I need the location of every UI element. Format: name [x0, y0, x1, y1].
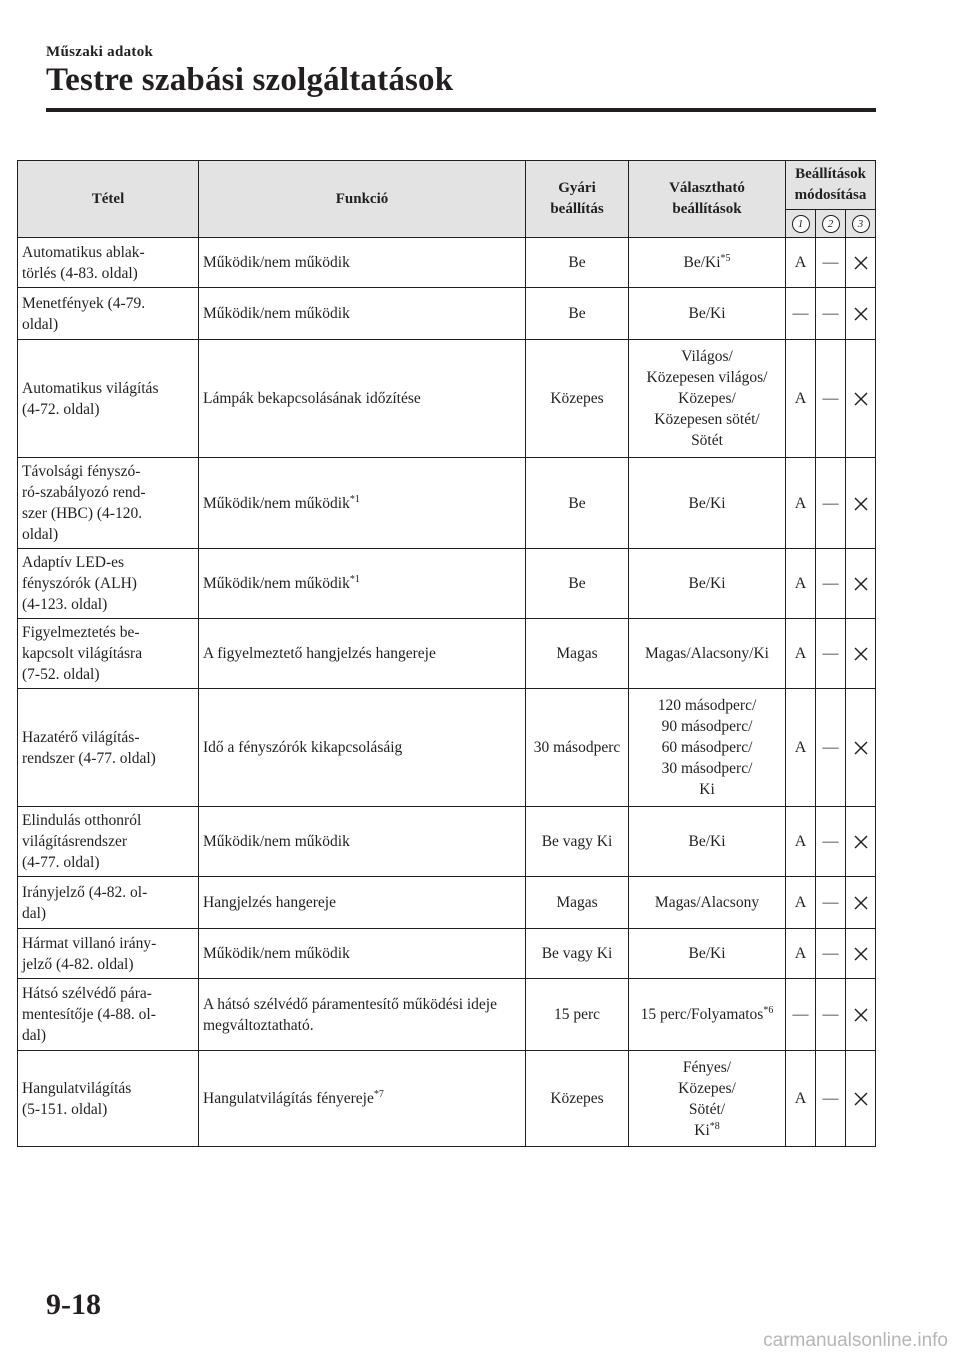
cell-selectable-settings-line: Közepesen sötét/: [654, 411, 760, 428]
footnote-marker: *7: [373, 1088, 384, 1100]
cell-item-line: Hangulatvilágítás: [22, 1079, 132, 1097]
cell-method-3: [846, 238, 876, 288]
cell-method-2: [816, 877, 846, 929]
cell-item: [18, 979, 199, 1051]
cell-selectable-settings-line: Világos/: [681, 348, 733, 365]
cell-factory-setting: [526, 929, 629, 979]
not-applicable-dash: —: [822, 739, 839, 756]
not-applicable-dash: —: [822, 645, 839, 662]
cell-factory-setting-line: Be: [568, 254, 586, 271]
table-body: [18, 238, 876, 1147]
cell-selectable-settings-line: 60 másodperc/: [661, 739, 753, 756]
cell-factory-setting-line: Be: [568, 305, 586, 322]
cell-item: [18, 238, 199, 288]
cell-factory-setting-line: Be: [568, 575, 586, 592]
method-available-mark: A: [794, 645, 807, 662]
cell-selectable-settings-line: 120 másodperc/: [657, 697, 757, 714]
not-available-x-icon: [853, 1091, 869, 1107]
circled-number-1-icon: 1: [792, 215, 810, 233]
not-applicable-dash: —: [822, 575, 839, 592]
cell-item-line: mentesítője (4-88. ol-: [22, 1006, 156, 1023]
cell-item-line: kapcsolt világításra: [22, 645, 143, 662]
cell-item: [18, 340, 199, 458]
not-available-x-icon: [853, 576, 869, 592]
cell-item-line: oldal): [22, 526, 59, 543]
header-item: Tétel: [18, 161, 199, 238]
cell-method-1: [786, 238, 816, 288]
cell-factory-setting-line: Be: [568, 494, 586, 512]
table-row: [18, 1051, 876, 1147]
method-available-mark: A: [794, 254, 807, 271]
cell-method-2: [816, 1051, 846, 1147]
cell-selectable-settings: [629, 238, 786, 288]
cell-function-line: Lámpák bekapcsolásának időzítése: [203, 390, 421, 407]
not-applicable-dash: —: [822, 254, 839, 271]
cell-item-line: Elindulás otthonról: [22, 812, 142, 829]
cell-item-line: Távolsági fényszó-: [22, 463, 141, 480]
cell-function: [199, 1051, 526, 1147]
page-title: Testre szabási szolgáltatások: [46, 62, 454, 98]
cell-function-line: Működik/nem működik$^{*1}$: [203, 573, 360, 592]
cell-method-2: [816, 689, 846, 807]
cell-factory-setting: [526, 340, 629, 458]
cell-method-3: [846, 807, 876, 877]
cell-factory-setting-line: 30 másodperc: [533, 739, 621, 756]
cell-function: [199, 929, 526, 979]
not-available-x-icon: [853, 740, 869, 756]
method-available-mark: A: [794, 390, 807, 407]
cell-item: [18, 288, 199, 340]
cell-factory-setting: [526, 238, 629, 288]
header-method-3: [846, 210, 876, 238]
cell-factory-setting-line: Be vagy Ki: [541, 945, 613, 962]
cell-function: [199, 458, 526, 549]
cell-item-line: törlés (4-83. oldal): [22, 264, 138, 282]
cell-method-1: [786, 807, 816, 877]
cell-method-1: [786, 929, 816, 979]
not-available-x-icon: [853, 946, 869, 962]
cell-item: [18, 458, 199, 549]
cell-selectable-settings-line: Fényes/: [682, 1058, 732, 1076]
cell-item-line: dal): [22, 1027, 47, 1044]
table-row: [18, 458, 876, 549]
cell-item: [18, 929, 199, 979]
table-row: [18, 238, 876, 288]
header-method-1: [786, 210, 816, 238]
footnote-marker: *8: [709, 1120, 720, 1132]
cell-selectable-settings-line: 15 perc/Folyamatos$^{*6}$: [640, 1004, 774, 1023]
cell-selectable-settings: [629, 288, 786, 340]
cell-method-2: [816, 340, 846, 458]
method-available-mark: A: [794, 575, 807, 592]
not-applicable-dash: —: [792, 305, 809, 322]
cell-item: [18, 619, 199, 689]
circled-number-3-icon: 3: [852, 215, 870, 233]
cell-item-line: Menetfények (4-79.: [22, 294, 146, 312]
cell-selectable-settings-line: Közepes/: [678, 390, 736, 407]
cell-method-2: [816, 458, 846, 549]
cell-function-line: Működik/nem működik$^{*1}$: [203, 493, 360, 512]
cell-function: [199, 238, 526, 288]
header-selectable-settings: Választható beállítások: [629, 161, 786, 238]
cell-item: [18, 549, 199, 619]
cell-method-2: [816, 549, 846, 619]
cell-function: [199, 340, 526, 458]
cell-method-3: [846, 340, 876, 458]
cell-factory-setting-line: Közepes: [550, 390, 604, 407]
cell-method-1: [786, 549, 816, 619]
not-available-x-icon: [853, 391, 869, 407]
cell-selectable-settings-line: 30 másodperc/: [661, 760, 753, 777]
cell-method-3: [846, 929, 876, 979]
cell-method-3: [846, 458, 876, 549]
cell-method-2: [816, 288, 846, 340]
cell-function-line: Működik/nem működik: [203, 305, 350, 322]
cell-selectable-settings: [629, 807, 786, 877]
not-applicable-dash: —: [822, 390, 839, 407]
table-row: [18, 689, 876, 807]
cell-selectable-settings-line: Sötét/: [688, 1100, 726, 1118]
cell-method-1: [786, 458, 816, 549]
cell-function-line: Hangulatvilágítás fényereje$^{*7}$: [203, 1088, 384, 1107]
cell-factory-setting-line: Közepes: [550, 1090, 604, 1107]
section-label: Műszaki adatok: [46, 44, 154, 60]
cell-method-3: [846, 619, 876, 689]
footnote-marker: *1: [349, 493, 360, 505]
cell-factory-setting-line: Magas: [556, 645, 598, 662]
header-factory-setting: Gyári beállítás: [526, 161, 629, 238]
cell-method-2: [816, 238, 846, 288]
cell-item-line: (4-72. oldal): [22, 400, 100, 418]
cell-item-line: (4-123. oldal): [22, 596, 108, 613]
header-method-2: [816, 210, 846, 238]
table-row: [18, 807, 876, 877]
table-row: [18, 979, 876, 1051]
circled-number-2-icon: 2: [822, 215, 840, 233]
cell-selectable-settings-line: Magas/Alacsony: [654, 894, 760, 911]
cell-method-3: [846, 1051, 876, 1147]
cell-method-3: [846, 877, 876, 929]
cell-selectable-settings-line: Közepesen világos/: [646, 369, 768, 386]
cell-selectable-settings: [629, 619, 786, 689]
cell-method-1: [786, 689, 816, 807]
not-applicable-dash: —: [822, 494, 839, 512]
cell-factory-setting: [526, 458, 629, 549]
header-row: [18, 161, 876, 210]
cell-method-1: [786, 979, 816, 1051]
cell-selectable-settings-line: Be/Ki: [688, 494, 726, 512]
cell-selectable-settings: [629, 1051, 786, 1147]
cell-method-1: [786, 288, 816, 340]
cell-item-line: Adaptív LED-es: [22, 554, 125, 571]
cell-factory-setting: [526, 807, 629, 877]
method-available-mark: A: [794, 494, 807, 512]
cell-selectable-settings-line: Be/Ki: [688, 575, 726, 592]
table-row: [18, 340, 876, 458]
not-available-x-icon: [853, 895, 869, 911]
cell-selectable-settings-line: 90 másodperc/: [661, 718, 753, 735]
cell-item-line: dal): [22, 904, 47, 922]
not-available-x-icon: [853, 496, 869, 512]
cell-selectable-settings-line: Be/Ki$^{*5}$: [683, 252, 731, 271]
page-number: 9-18: [46, 1288, 101, 1321]
cell-item-line: (7-52. oldal): [22, 666, 100, 683]
cell-function-line: megváltoztatható.: [203, 1016, 314, 1034]
cell-item-line: Automatikus ablak-: [22, 243, 145, 261]
cell-factory-setting-line: Be vagy Ki: [541, 833, 613, 850]
footnote-marker: *1: [349, 573, 360, 585]
cell-method-3: [846, 979, 876, 1051]
cell-function: [199, 288, 526, 340]
method-available-mark: A: [794, 1090, 807, 1107]
table-row: [18, 549, 876, 619]
cell-item: [18, 877, 199, 929]
footnote-marker: *5: [720, 252, 731, 264]
cell-item-line: ró-szabályozó rend-: [22, 484, 146, 501]
cell-factory-setting: [526, 689, 629, 807]
cell-factory-setting-line: Magas: [556, 894, 598, 911]
cell-factory-setting: [526, 288, 629, 340]
header-function: Funkció: [199, 161, 526, 238]
table-row: [18, 288, 876, 340]
cell-selectable-settings-line: Magas/Alacsony/Ki: [645, 645, 769, 662]
not-applicable-dash: —: [792, 1006, 809, 1023]
not-available-x-icon: [853, 646, 869, 662]
cell-function: [199, 619, 526, 689]
cell-method-2: [816, 619, 846, 689]
cell-item-line: Automatikus világítás: [22, 379, 159, 397]
method-available-mark: A: [794, 833, 807, 850]
cell-item-line: Hármat villanó irány-: [22, 934, 157, 952]
header-modify-settings: Beállítások módosítása: [786, 161, 876, 210]
not-applicable-dash: —: [822, 1090, 839, 1107]
cell-function-line: Idő a fényszórók kikapcsolásáig: [203, 739, 403, 756]
not-applicable-dash: —: [822, 305, 839, 322]
not-applicable-dash: —: [822, 1006, 839, 1023]
method-available-mark: A: [794, 945, 807, 962]
cell-item-line: oldal): [22, 315, 59, 333]
cell-function: [199, 549, 526, 619]
cell-method-1: [786, 340, 816, 458]
cell-function-line: Hangjelzés hangereje: [203, 894, 336, 911]
cell-item: [18, 1051, 199, 1147]
cell-selectable-settings-line: Ki$^{*8}$: [694, 1120, 720, 1139]
not-available-x-icon: [853, 255, 869, 271]
cell-method-2: [816, 979, 846, 1051]
cell-factory-setting: [526, 549, 629, 619]
title-rule: [46, 108, 876, 112]
cell-selectable-settings-line: Ki: [699, 781, 715, 798]
cell-selectable-settings: [629, 458, 786, 549]
cell-function-line: Működik/nem működik: [203, 254, 350, 271]
cell-item-line: rendszer (4-77. oldal): [22, 749, 156, 767]
not-applicable-dash: —: [822, 833, 839, 850]
cell-item-line: (4-77. oldal): [22, 854, 100, 871]
cell-function: [199, 807, 526, 877]
cell-selectable-settings-line: Sötét: [691, 432, 723, 449]
cell-factory-setting: [526, 979, 629, 1051]
not-applicable-dash: —: [822, 894, 839, 911]
watermark: carmanualsonline.info: [763, 1330, 948, 1351]
cell-method-2: [816, 929, 846, 979]
cell-method-2: [816, 807, 846, 877]
cell-item-line: Irányjelző (4-82. ol-: [22, 883, 148, 901]
not-available-x-icon: [853, 834, 869, 850]
cell-function-line: Működik/nem működik: [203, 833, 350, 850]
cell-selectable-settings: [629, 549, 786, 619]
cell-selectable-settings-line: Be/Ki: [688, 305, 726, 322]
cell-factory-setting-line: 15 perc: [553, 1006, 601, 1023]
cell-method-3: [846, 689, 876, 807]
not-applicable-dash: —: [822, 945, 839, 962]
cell-selectable-settings: [629, 877, 786, 929]
cell-factory-setting: [526, 619, 629, 689]
cell-method-3: [846, 288, 876, 340]
cell-function-line: A figyelmeztető hangjelzés hangereje: [203, 645, 436, 662]
cell-function-line: A hátsó szélvédő páramentesítő működési ideje: [203, 995, 497, 1013]
cell-factory-setting: [526, 1051, 629, 1147]
cell-item-line: jelző (4-82. oldal): [22, 955, 134, 973]
cell-selectable-settings: [629, 929, 786, 979]
cell-selectable-settings: [629, 340, 786, 458]
table-row: [18, 619, 876, 689]
not-available-x-icon: [853, 306, 869, 322]
table-row: [18, 877, 876, 929]
cell-method-1: [786, 1051, 816, 1147]
customization-table: [17, 160, 876, 1147]
cell-method-3: [846, 549, 876, 619]
cell-selectable-settings-line: Közepes/: [678, 1079, 736, 1097]
cell-function-line: Működik/nem működik: [203, 945, 350, 962]
cell-function: [199, 979, 526, 1051]
cell-item: [18, 807, 199, 877]
cell-item-line: szer (HBC) (4-120.: [22, 505, 143, 522]
cell-selectable-settings-line: Be/Ki: [688, 833, 726, 850]
cell-function: [199, 877, 526, 929]
cell-item-line: Figyelmeztetés be-: [22, 624, 140, 641]
cell-method-1: [786, 619, 816, 689]
not-available-x-icon: [853, 1007, 869, 1023]
cell-method-1: [786, 877, 816, 929]
cell-factory-setting: [526, 877, 629, 929]
cell-item: [18, 689, 199, 807]
method-available-mark: A: [794, 739, 807, 756]
cell-item-line: Hátsó szélvédő pára-: [22, 985, 152, 1002]
cell-item-line: Hazatérő világítás-: [22, 728, 140, 746]
table-row: [18, 929, 876, 979]
footnote-marker: *6: [763, 1004, 774, 1016]
cell-item-line: (5-151. oldal): [22, 1100, 108, 1118]
cell-selectable-settings: [629, 979, 786, 1051]
method-available-mark: A: [794, 894, 807, 911]
cell-selectable-settings: [629, 689, 786, 807]
cell-selectable-settings-line: Be/Ki: [688, 945, 726, 962]
cell-function: [199, 689, 526, 807]
cell-item-line: fényszórók (ALH): [22, 575, 137, 592]
cell-item-line: világításrendszer: [22, 833, 128, 850]
